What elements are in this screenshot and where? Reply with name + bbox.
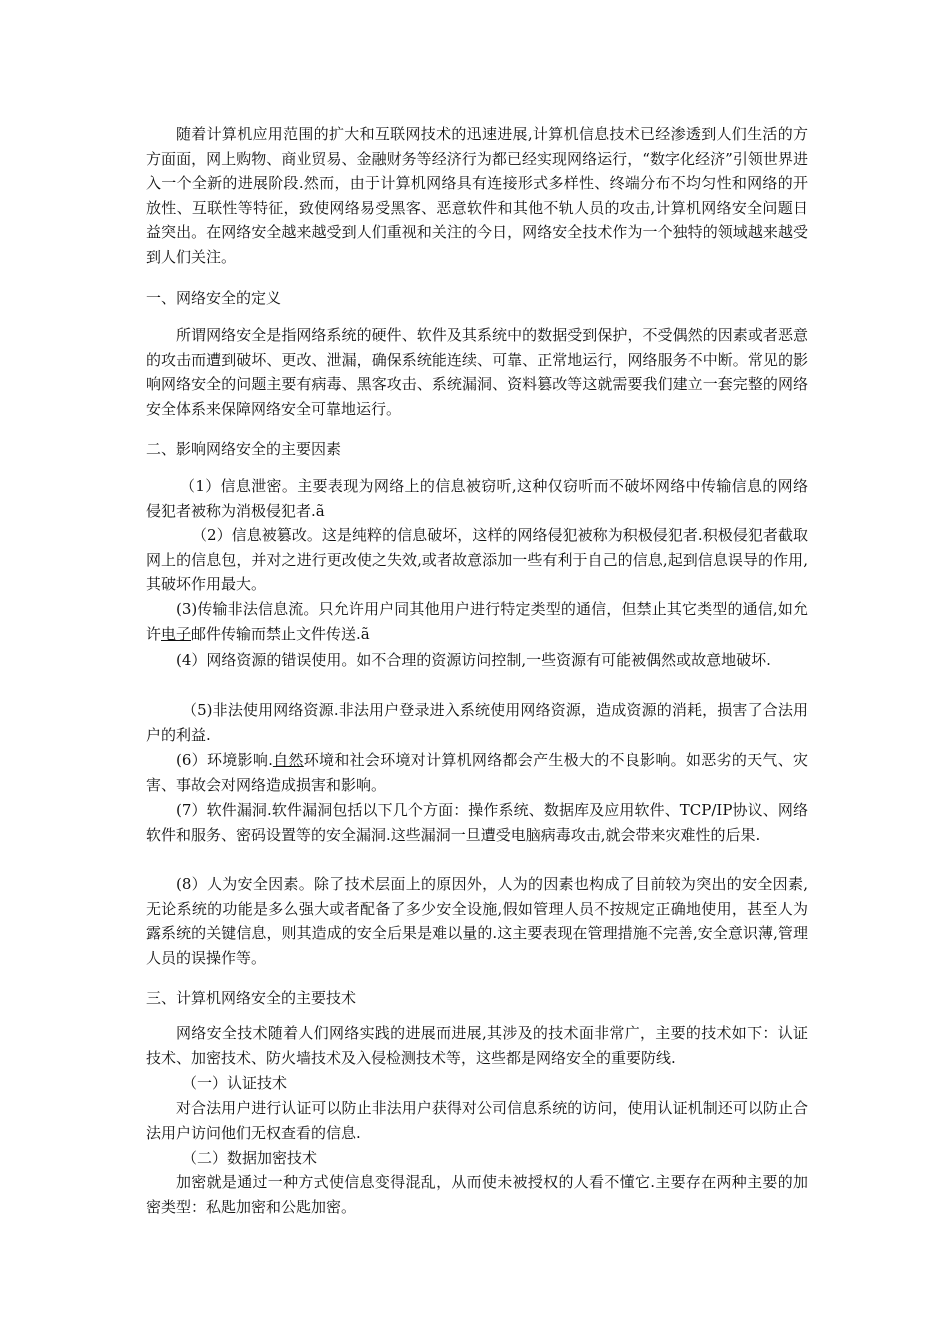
nature-link[interactable]: 自然 [272, 751, 304, 769]
factor-item-7-text: (7）软件漏洞.软件漏洞包括以下几个方面：操作系统、数据库及应用软件、TCP/IP协议、网络软件和服务、密码设置等的安全漏洞.这些漏洞一旦遭受电脑病毒攻击,就会带来灾难性的后果. [146, 801, 808, 844]
electronic-link[interactable]: 电子 [161, 624, 192, 643]
subsection-1-heading: （一）认证技术 [182, 1074, 288, 1092]
factor-item-8-text: (8）人为安全因素。除了技术层面上的原因外，人为的因素也构成了目前较为突出的安全因素,无论系统的功能是多么强大或者配备了多少安全设施,假如管理人员不按规定正确地使用，甚至人为露系统的关键信息，则其造成的安全后果是难以量的.这主要表现在管理措施不完善,安全意识薄,管理人员的误操作等。 [146, 875, 808, 967]
factor-item-2 [146, 523, 808, 597]
factor-item-3 [146, 597, 808, 646]
factor-item-4 [146, 648, 808, 673]
factor-item-6-text: (6）环境影响. [176, 751, 273, 769]
factor-item-5-text: （5)非法使用网络资源.非法用户登录进入系统使用网络资源，造成资源的消耗，损害了合法用户的利益. [146, 701, 808, 744]
section-1-heading: 一、网络安全的定义 [146, 289, 282, 307]
factor-item-2-text: （2）信息被篡改。这是纯粹的信息破坏，这样的网络侵犯被称为积极侵犯者.积极侵犯者截取网上的信息包，并对之进行更改使之失效,或者故意添加一些有利于自己的信息,起到信息误导的作用,其破坏作用最大。 [146, 526, 808, 593]
intro-paragraph: 随着计算机应用范围的扩大和互联网技术的迅速进展,计算机信息技术已经渗透到人们生活的方方面面，网上购物、商业贸易、金融财务等经济行为都已经实现网络运行，“数字化经济”引领世界进入一个全新的进展阶段.然而，由于计算机网络具有连接形式多样性、终端分布不均匀性和网络的开放性、互联性等特征，致使网络易受黑客、恶意软件和其他不轨人员的攻击,计算机网络安全问题日益突出。在网络安全越来越受到人们重视和关注的今日，网络安全技术作为一个独特的领域越来越受到人们关注。 [146, 125, 808, 266]
section-3-heading: 三、计算机网络安全的主要技术 [146, 989, 357, 1007]
factor-item-3-text: (3)传输非法信息流。只允许用户同其他用户进行特定类型的通信，但禁止其它类型的通信,如允许 [146, 600, 808, 643]
subsection-2-paragraph: 加密就是通过一种方式使信息变得混乱，从而使未被授权的人看不懂它.主要存在两种主要的加密类型：私匙加密和公匙加密。 [146, 1173, 808, 1216]
factor-item-4-text: (4）网络资源的错误使用。如不合理的资源访问控制,一些资源有可能被偶然或故意地破坏. [176, 651, 771, 669]
factor-item-6 [146, 748, 808, 797]
section-2-heading: 二、影响网络安全的主要因素 [146, 440, 342, 458]
subsection-2-heading: （二）数据加密技术 [182, 1149, 318, 1167]
section-3-paragraph: 网络安全技术随着人们网络实践的进展而进展,其涉及的技术面非常广，主要的技术如下：认证技术、加密技术、防火墙技术及入侵检测技术等，这些都是网络安全的重要防线. [146, 1024, 808, 1067]
section-1-paragraph: 所谓网络安全是指网络系统的硬件、软件及其系统中的数据受到保护，不受偶然的因素或者恶意的攻击而遭到破坏、更改、泄漏，确保系统能连续、可靠、正常地运行，网络服务不中断。常见的影响网络安全的问题主要有病毒、黑客攻击、系统漏洞、资料篡改等这就需要我们建立一套完整的网络安全体系来保障网络安全可靠地运行。 [146, 326, 808, 418]
factor-item-6-text-end: 环境和社会环境对计算机网络都会产生极大的不良影响。如恶劣的天气、灾害、事故会对网络造成损害和影响。 [146, 751, 808, 794]
factor-item-8 [146, 872, 808, 970]
factor-item-3-text-end: 邮件传输而禁止文件传送.ã [191, 624, 370, 643]
factor-item-1 [146, 474, 808, 523]
factor-item-5 [146, 698, 808, 747]
subsection-1-paragraph: 对合法用户进行认证可以防止非法用户获得对公司信息系统的访问，使用认证机制还可以防止合法用户访问他们无权查看的信息. [146, 1099, 808, 1142]
factor-item-1-text: （1）信息泄密。主要表现为网络上的信息被窃听,这种仅窃听而不破坏网络中传输信息的网络侵犯者被称为消极侵犯者.ã [146, 477, 808, 520]
factor-item-7 [146, 798, 808, 847]
